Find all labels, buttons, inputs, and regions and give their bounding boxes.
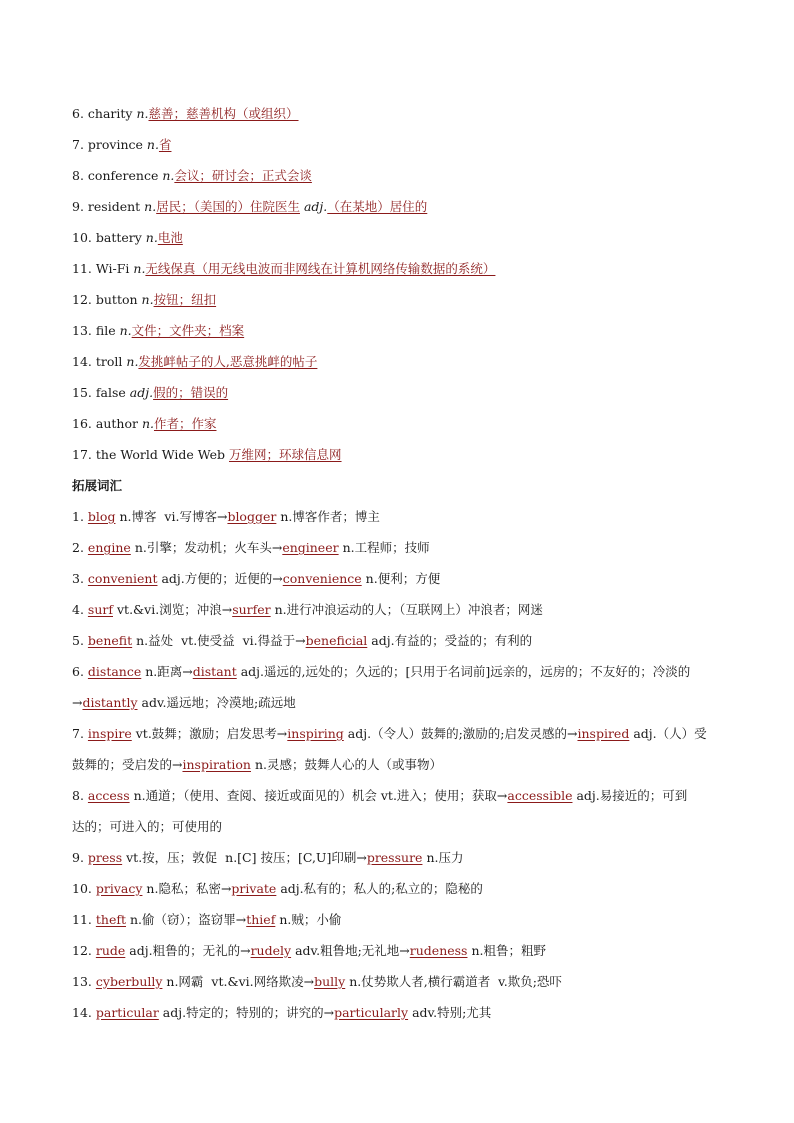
ext-item-13: 13. cyberbully n.网霸 vt.&vi.网络欺凌→bully n.仗势欺人者,横行霸道者 v.欺负;恐吓 <box>72 974 562 989</box>
vocab-item-16: 16. author n.作者；作家 <box>72 416 217 431</box>
vocab-item-14: 14. troll n.发挑衅帖子的人,恶意挑衅的帖子 <box>72 354 318 369</box>
ext-item-10: 10. privacy n.隐私；私密→private adj.私有的；私人的;私立的；隐秘的 <box>72 881 483 896</box>
ext-item-12: 12. rude adj.粗鲁的；无礼的→rudely adv.粗鲁地;无礼地→rudeness n.粗鲁；粗野 <box>72 943 546 958</box>
ext-item-9: 9. press vt.按，压；敦促 n.[C] 按压；[C,U]印刷→pressure n.压力 <box>72 850 464 865</box>
ext-item-2: 2. engine n.引擎；发动机；火车头→engineer n.工程师；技师 <box>72 540 430 555</box>
ext-item-7: 7. inspire vt.鼓舞；激励；启发思考→inspiring adj.（令人）鼓舞的;激励的;启发灵感的→inspired adj.（人）受 鼓舞的；受启发的→inspiration n.灵感；鼓舞人心的人（或事物） <box>72 726 707 772</box>
answer: 无线保真（用无线电波而非网线在计算机网络传输数据的系统） <box>145 261 496 276</box>
vocab-item-13: 13. file n.文件；文件夹；档案 <box>72 323 245 338</box>
answer: 作者；作家 <box>153 416 217 431</box>
answer: 慈善；慈善机构（或组织） <box>148 106 299 121</box>
vocab-item-12: 12. button n.按钮；纽扣 <box>72 292 217 307</box>
vocab-item-10: 10. battery n.电池 <box>72 230 183 245</box>
ext-item-1: 1. blog n.博客 vi.写博客→blogger n.博客作者；博主 <box>72 509 380 524</box>
answer: 万维网；环球信息网 <box>229 447 342 462</box>
ext-item-3: 3. convenient adj.方便的；近便的→convenience n.便利；方便 <box>72 571 441 586</box>
worksheet <box>72 98 732 1028</box>
vocab-item-17: 17. the World Wide Web 万维网；环球信息网 <box>72 447 342 462</box>
ext-item-5: 5. benefit n.益处 vt.使受益 vi.得益于→beneficial adj.有益的；受益的；有利的 <box>72 633 533 648</box>
vocab-item-15: 15. false adj.假的；错误的 <box>72 385 229 400</box>
section-heading: 拓展词汇 <box>72 478 123 493</box>
ext-item-11: 11. theft n.偷（窃）；盗窃罪→thief n.贼；小偷 <box>72 912 342 927</box>
answer: 假的；错误的 <box>153 385 229 400</box>
vocab-item-6: 6. charity n.慈善；慈善机构（或组织） <box>72 106 299 121</box>
ext-item-14: 14. particular adj.特定的；特别的；讲究的→particularly adv.特别;尤其 <box>72 1005 492 1020</box>
ext-item-4: 4. surf vt.&vi.浏览；冲浪→surfer n.进行冲浪运动的人；（互联网上）冲浪者；网迷 <box>72 602 543 617</box>
answer: 会议；研讨会；正式会谈 <box>174 168 312 183</box>
answer: 按钮；纽扣 <box>153 292 217 307</box>
answer: 居民；（美国的）住院医生 <box>156 199 300 214</box>
vocab-item-7: 7. province n.省 <box>72 137 172 152</box>
vocab-item-9: 9. resident n.居民；（美国的）住院医生 adj.（在某地）居住的 <box>72 199 428 214</box>
answer: 省 <box>158 137 172 152</box>
answer: 发挑衅帖子的人,恶意挑衅的帖子 <box>138 354 318 369</box>
answer: 电池 <box>157 230 183 245</box>
ext-item-6: 6. distance n.距离→distant adj.遥远的,远处的；久远的；[只用于名词前]远亲的，远房的；不友好的；冷淡的 →distantly adv.遥远地；冷漠地;疏远地 <box>72 664 691 710</box>
answer: （在某地）居住的 <box>327 199 428 214</box>
ext-item-8: 8. access n.通道；（使用、查阅、接近或面见的）机会 vt.进入；使用；获取→accessible adj.易接近的；可到 达的；可进入的；可使用的 <box>72 788 688 834</box>
vocab-item-11: 11. Wi-Fi n.无线保真（用无线电波而非网线在计算机网络传输数据的系统） <box>72 261 496 276</box>
answer: 文件；文件夹；档案 <box>131 323 245 338</box>
vocab-item-8: 8. conference n.会议；研讨会；正式会谈 <box>72 168 312 183</box>
